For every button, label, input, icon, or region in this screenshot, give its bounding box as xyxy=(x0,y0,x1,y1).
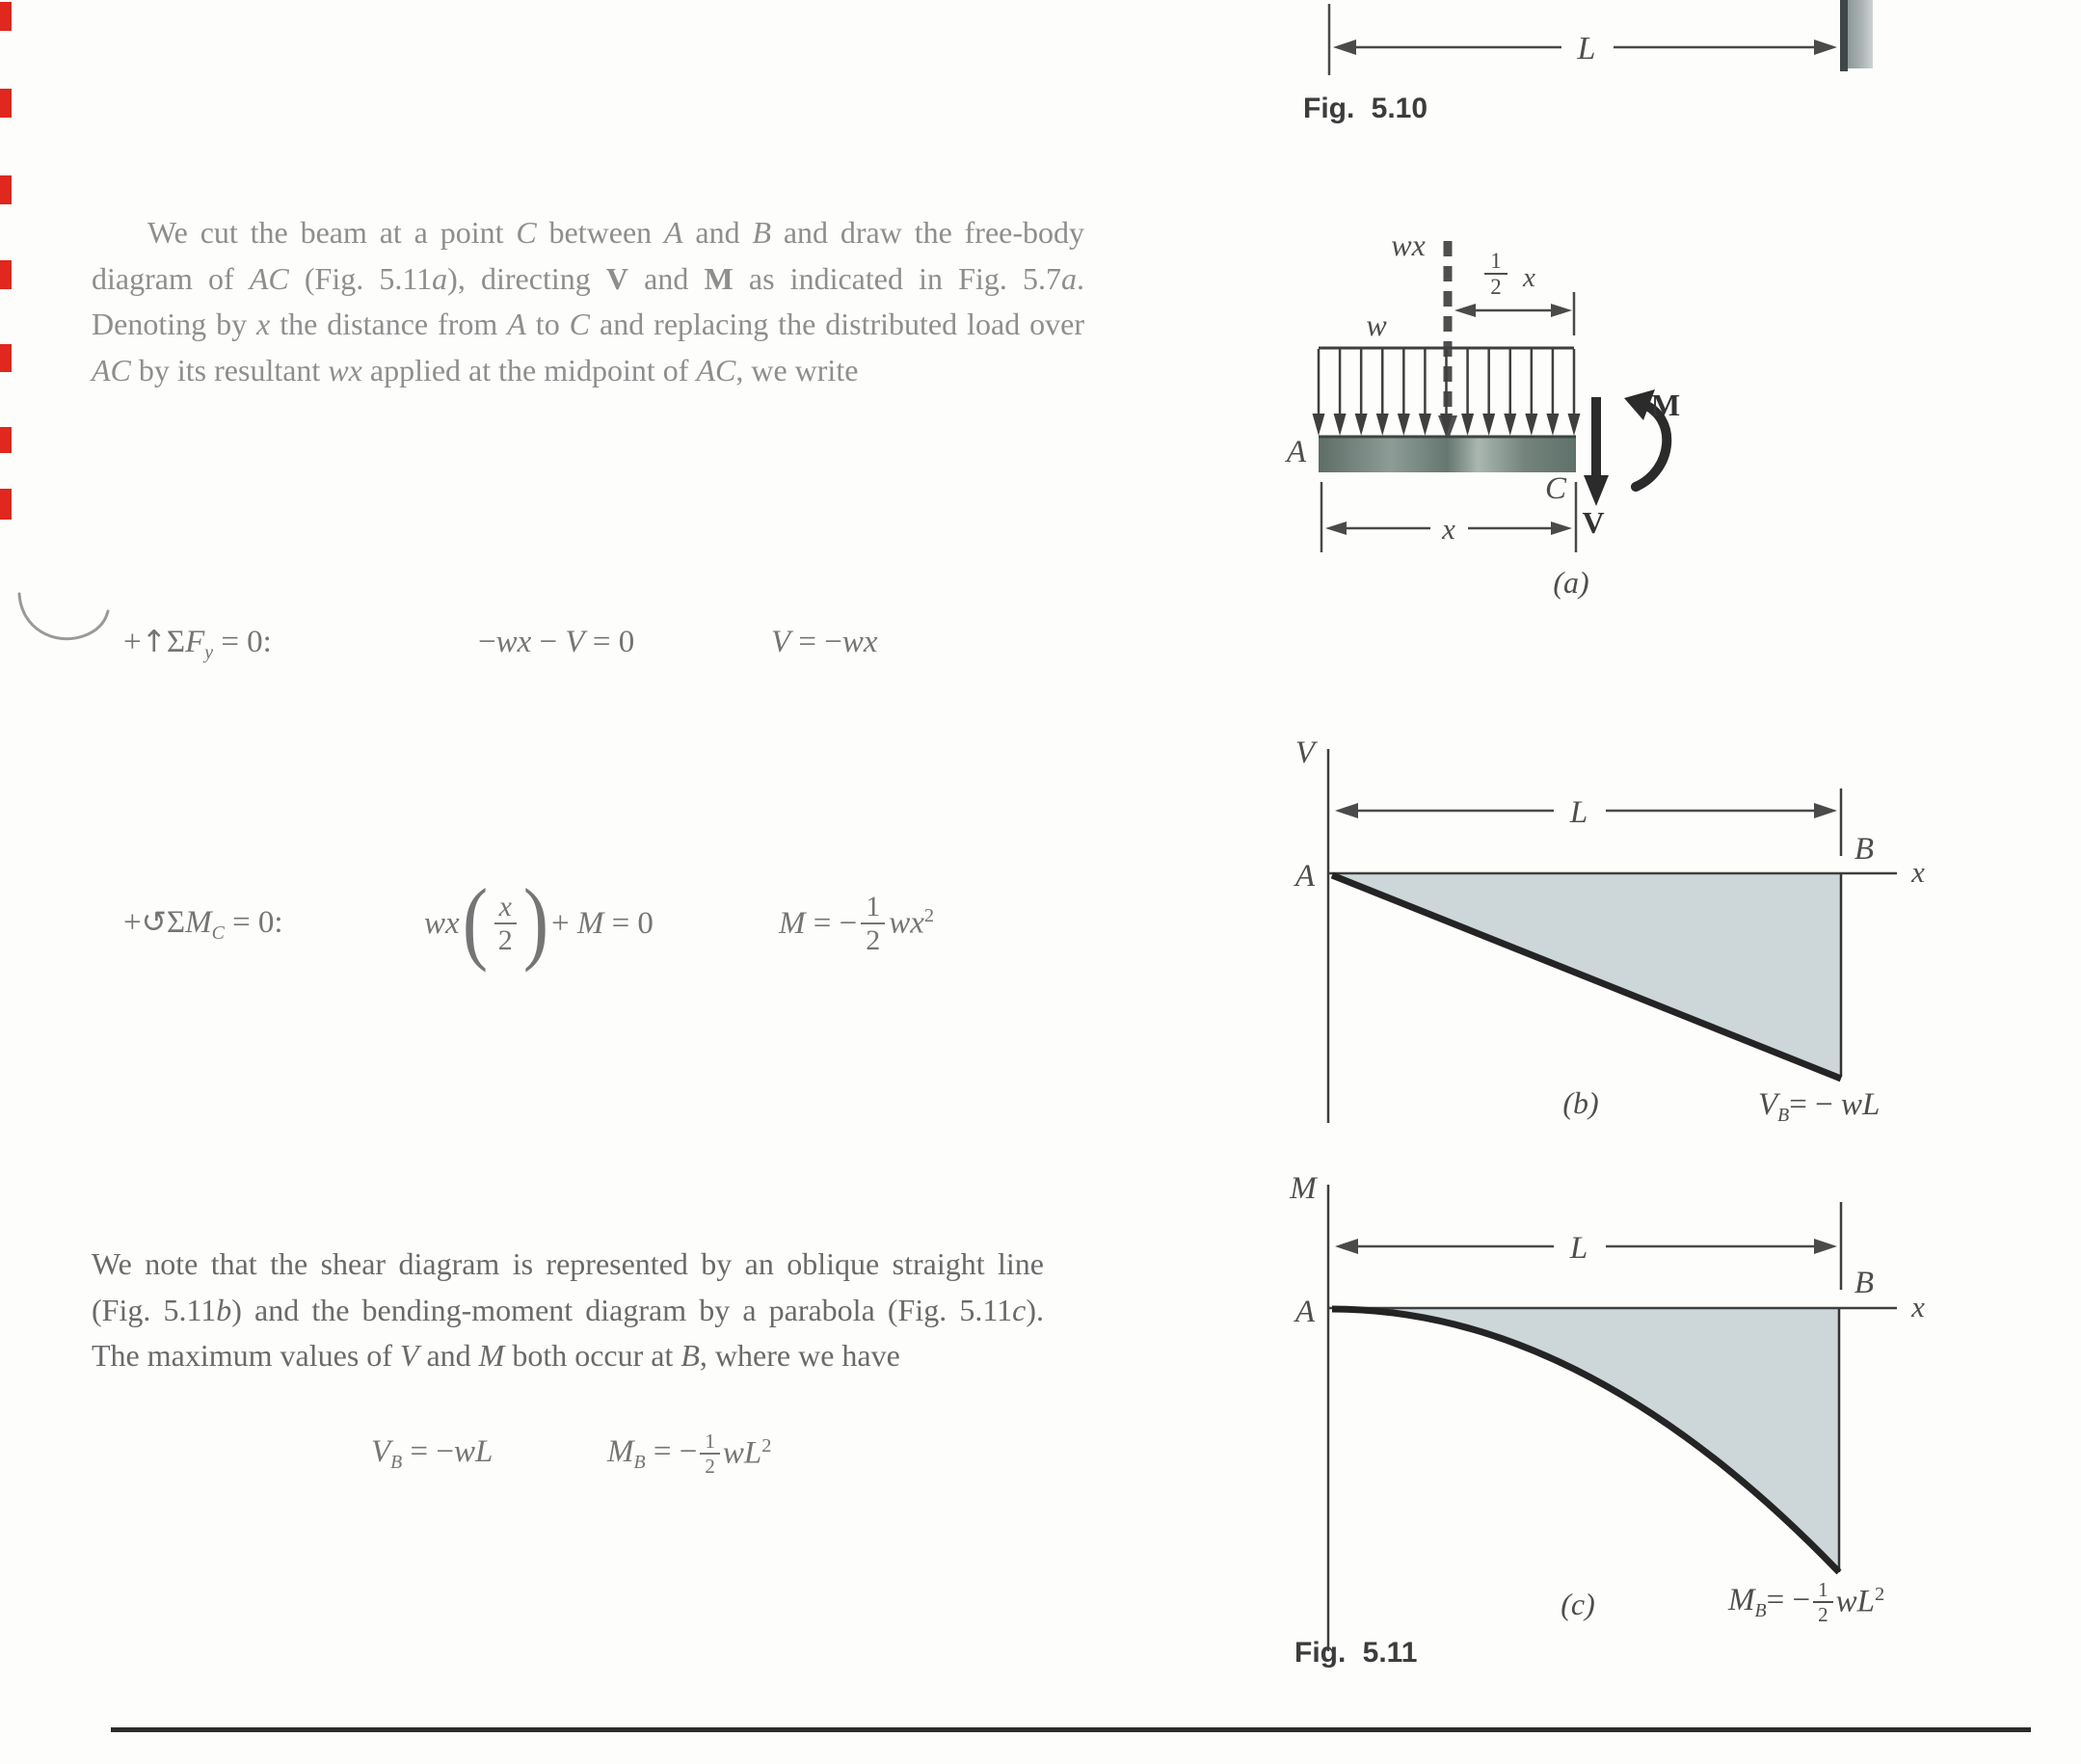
wl-squared-term: $wL^2$ xyxy=(1835,1584,1885,1619)
plus-m-term: + M = 0 xyxy=(550,905,654,941)
equation-rhs: V = −wx xyxy=(771,625,878,659)
point-a-label: A xyxy=(1294,859,1316,894)
m-axis-label: M xyxy=(1290,1171,1317,1206)
moment-label: M xyxy=(1650,388,1681,422)
close-paren: ) xyxy=(522,869,549,973)
x-dim-label: x xyxy=(1442,512,1455,546)
point-b-label: B xyxy=(1854,1266,1875,1300)
arrowhead-left-icon xyxy=(1335,1239,1358,1254)
red-edge-mark xyxy=(0,427,12,453)
figure-5-10-caption: Fig. 5.10 xyxy=(1303,93,1428,124)
figure-5-11b-shear-diagram xyxy=(1243,728,1947,1133)
fraction-x-over-2: $\frac{x}{2}$ xyxy=(494,892,517,956)
point-b-label: B xyxy=(1854,832,1875,867)
figure-5-11-caption: Fig. 5.11 xyxy=(1294,1637,1418,1669)
subfigure-c-label: (c) xyxy=(1561,1587,1595,1621)
half-fraction-num: 1 xyxy=(1490,249,1502,273)
length-label: L xyxy=(1577,31,1596,67)
red-edge-mark xyxy=(0,489,12,520)
red-edge-mark xyxy=(0,344,12,372)
distributed-load-arrows xyxy=(1313,349,1581,436)
subfigure-b-label: (b) xyxy=(1562,1085,1599,1120)
arrowhead-right-icon xyxy=(1551,304,1572,317)
vb-value-label: $V_B=$ − wL xyxy=(1758,1087,1881,1126)
x-axis-label: x xyxy=(1911,1290,1925,1323)
mb-equals: $M_B=$ − xyxy=(1728,1582,1811,1621)
mb-equation xyxy=(607,1405,771,1502)
red-edge-mark xyxy=(0,175,12,204)
v-axis-label: V xyxy=(1294,735,1316,770)
body-paragraph-1: We cut the beam at a point C between A and B and draw the free-body diagram of AC (Fig. 5.11a), directing V and M as indicated in Fig. 5.7a. Denoting by x the distance from A to C and replacing the distributed load over AC by its resultant wx applied at the midpoint of AC, we write xyxy=(92,215,1085,388)
vb-equation: $V_B = -wL$ xyxy=(371,1434,494,1473)
half-x-label: x xyxy=(1523,262,1535,293)
arrowhead-left-icon xyxy=(1454,304,1476,317)
wx-squared-term: $wx^2$ xyxy=(889,905,935,941)
moment-shaded-area xyxy=(1332,1309,1839,1572)
equation-lhs: $+↑\Sigma F_y = 0$: xyxy=(123,625,272,663)
point-a-label: A xyxy=(1294,1295,1316,1329)
equation-sum-fy xyxy=(123,625,1049,673)
figure-5-11a-free-body-diagram xyxy=(1243,217,1725,612)
red-edge-mark xyxy=(0,89,12,118)
equation-lhs: $+↺\Sigma M_C = 0$: xyxy=(123,905,283,944)
arrowhead-right-icon xyxy=(1814,803,1837,818)
beam xyxy=(1319,437,1576,472)
scan-arc-artifact xyxy=(8,578,116,657)
point-a-label: A xyxy=(1286,435,1307,469)
fraction-one-half-small: $\frac{1}{2}$ xyxy=(1813,1579,1833,1625)
arrowhead-right-icon xyxy=(1814,40,1837,55)
arrowhead-right-icon xyxy=(1814,1239,1837,1254)
arrowhead-left-icon xyxy=(1333,40,1356,55)
arrowhead-right-icon xyxy=(1551,521,1572,535)
resultant-label: wx xyxy=(1391,227,1426,262)
subfigure-a-label: (a) xyxy=(1553,565,1589,600)
shear-label: V xyxy=(1582,505,1605,540)
arrowhead-left-icon xyxy=(1335,803,1358,818)
wall-hatch xyxy=(1848,0,1873,68)
x-axis-label: x xyxy=(1911,855,1925,889)
point-c-label: C xyxy=(1544,471,1567,506)
m-equals: M = − xyxy=(779,905,858,941)
fraction-one-half-small: $\frac{1}{2}$ xyxy=(700,1430,720,1477)
arrowhead-left-icon xyxy=(1325,521,1347,535)
length-label: L xyxy=(1569,1231,1588,1266)
equation-mid: −wx − V = 0 xyxy=(478,625,635,659)
mb-equals: $M_B$ = − xyxy=(607,1433,698,1473)
red-edge-mark xyxy=(0,260,12,289)
load-intensity-label: w xyxy=(1366,307,1387,342)
equation-sum-mc xyxy=(123,866,1068,986)
wall-edge xyxy=(1840,0,1848,71)
wl-squared-term: $wL^2$ xyxy=(722,1435,772,1471)
fraction-one-half: $\frac{1}{2}$ xyxy=(861,892,885,956)
equation-mid xyxy=(424,866,654,981)
shear-arrowhead-icon xyxy=(1584,475,1609,506)
mb-value-label xyxy=(1728,1554,1884,1650)
equation-rhs xyxy=(779,866,934,981)
red-edge-mark xyxy=(0,2,12,31)
wx-term: wx xyxy=(424,905,460,941)
body-paragraph-2: We note that the shear diagram is represented by an oblique straight line (Fig. 5.11b) and the bending-moment diagram by a parabola (Fig. 5.11c). The maximum values of V and M both occur at B, where we have xyxy=(92,1246,1045,1373)
equation-max-values xyxy=(371,1427,1046,1484)
page-bottom-rule xyxy=(111,1727,2031,1732)
open-paren: ( xyxy=(462,869,488,973)
half-fraction-den: 2 xyxy=(1490,275,1502,299)
length-label: L xyxy=(1569,795,1588,830)
